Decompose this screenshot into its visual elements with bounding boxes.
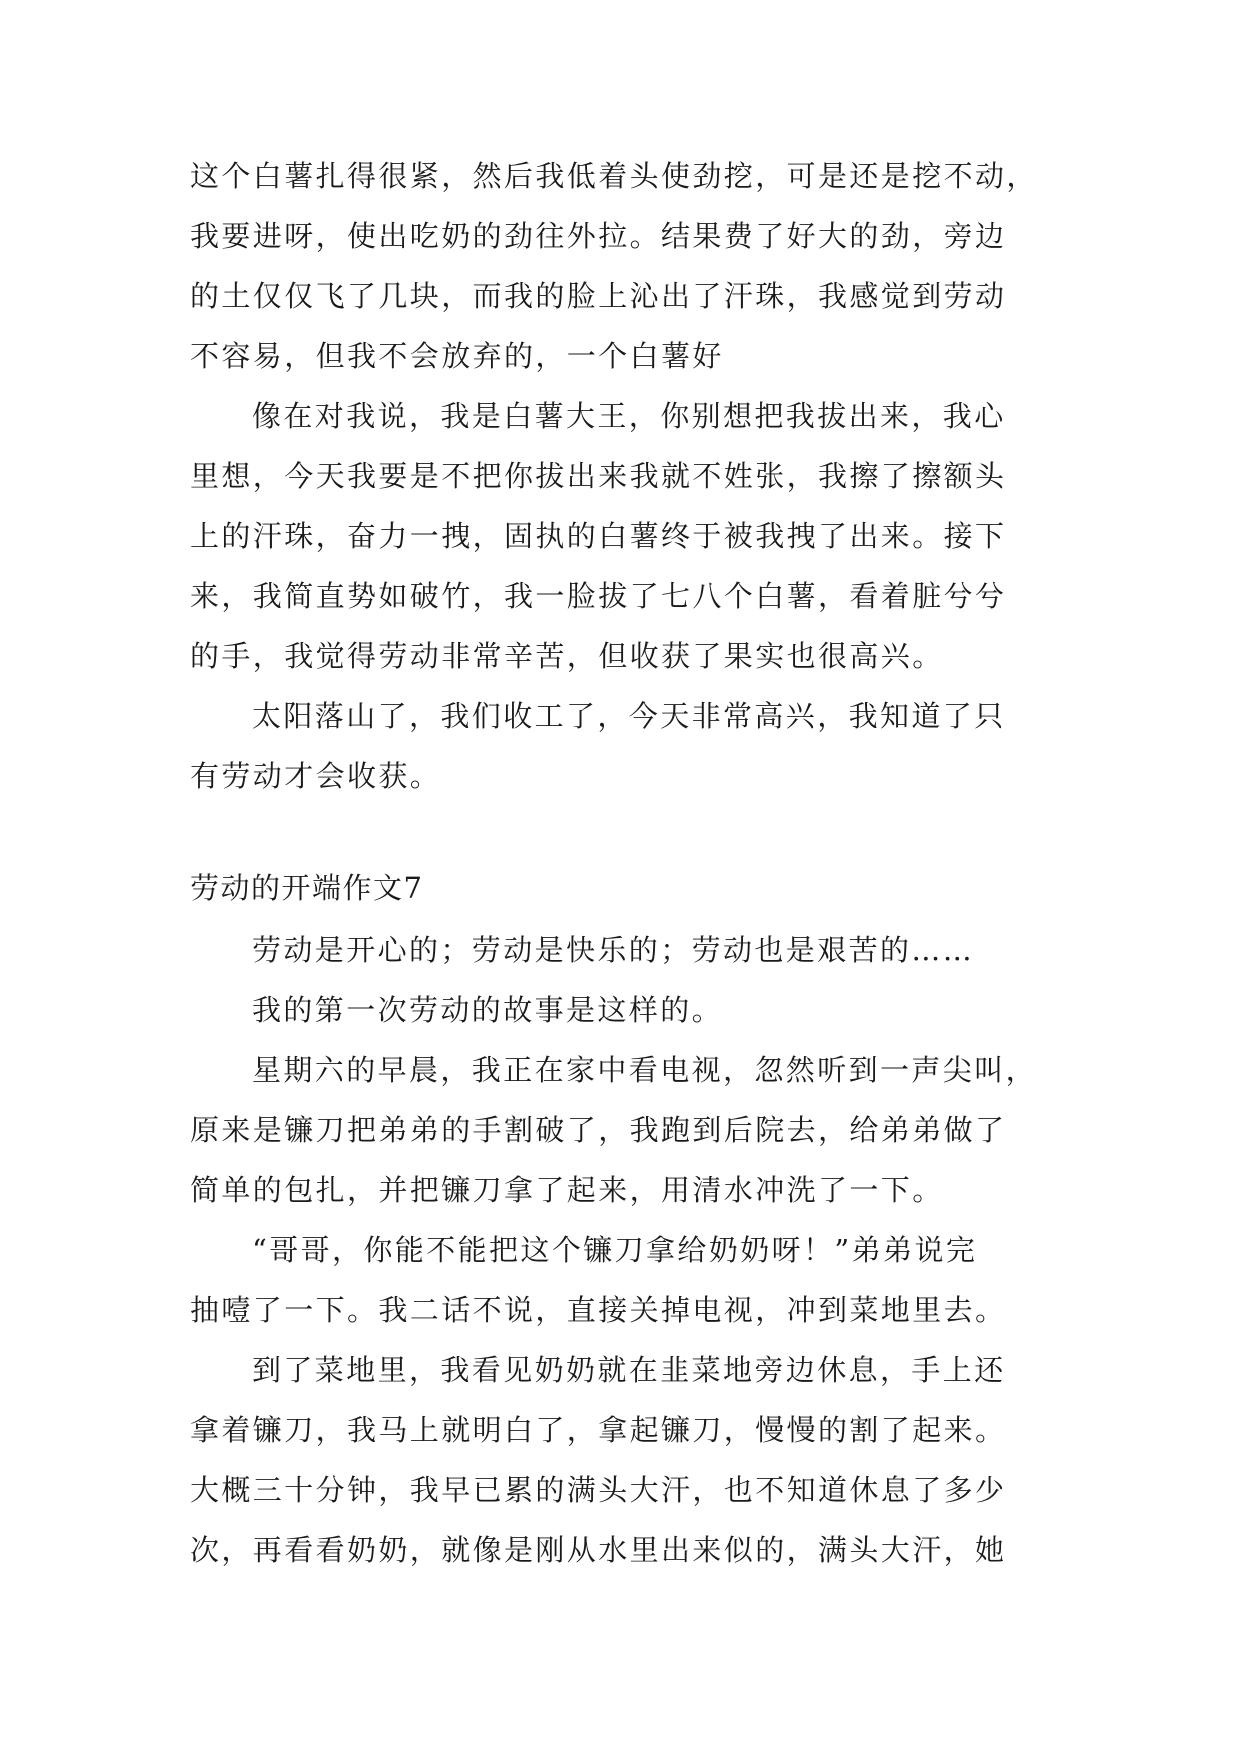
text-line: 次，再看看奶奶，就像是刚从水里出来似的，满头大汗，她 — [190, 1533, 1007, 1567]
text-line: 拿着镰刀，我马上就明白了，拿起镰刀，慢慢的割了起来。 — [190, 1413, 1007, 1447]
text-line: 劳动是开心的；劳动是快乐的；劳动也是艰苦的…… — [252, 933, 975, 967]
text-line: 的土仅仅飞了几块，而我的脸上沁出了汗珠，我感觉到劳动 — [190, 279, 1007, 313]
text-line: “哥哥，你能不能把这个镰刀拿给奶奶呀！”弟弟说完 — [252, 1233, 978, 1267]
text-line: 大概三十分钟，我早已累的满头大汗，也不知道休息了多少 — [190, 1473, 1007, 1507]
text-line: 我的第一次劳动的故事是这样的。 — [252, 993, 724, 1027]
text-line: 这个白薯扎得很紧，然后我低着头使劲挖，可是还是挖不动， — [190, 159, 1038, 193]
text-line: 来，我简直势如破竹，我一脸拔了七八个白薯，看着脏兮兮 — [190, 579, 1007, 613]
text-line: 太阳落山了，我们收工了，今天非常高兴，我知道了只 — [252, 699, 1006, 733]
section-title: 劳动的开端作文7 — [190, 871, 424, 905]
text-line: 不容易，但我不会放弃的，一个白薯好 — [190, 339, 724, 373]
text-line: 里想，今天我要是不把你拔出来我就不姓张，我擦了擦额头 — [190, 459, 1007, 493]
text-line: 原来是镰刀把弟弟的手割破了，我跑到后院去，给弟弟做了 — [190, 1113, 1007, 1147]
text-line: 的手，我觉得劳动非常辛苦，但收获了果实也很高兴。 — [190, 639, 944, 673]
text-line: 我要进呀，使出吃奶的劲往外拉。结果费了好大的劲，旁边 — [190, 219, 1007, 253]
essay-body-bottom — [190, 920, 1060, 1580]
text-line: 像在对我说，我是白薯大王，你别想把我拔出来，我心 — [252, 399, 1006, 433]
text-line: 抽噎了一下。我二话不说，直接关掉电视，冲到菜地里去。 — [190, 1293, 1007, 1327]
text-line: 到了菜地里，我看见奶奶就在韭菜地旁边休息，手上还 — [252, 1353, 1006, 1387]
text-line: 星期六的早晨，我正在家中看电视，忽然听到一声尖叫， — [252, 1053, 1038, 1087]
text-line: 上的汗珠，奋力一拽，固执的白薯终于被我拽了出来。接下 — [190, 519, 1007, 553]
essay-body-top — [190, 146, 1060, 806]
text-line: 简单的包扎，并把镰刀拿了起来，用清水冲洗了一下。 — [190, 1173, 944, 1207]
text-line: 有劳动才会收获。 — [190, 759, 442, 793]
